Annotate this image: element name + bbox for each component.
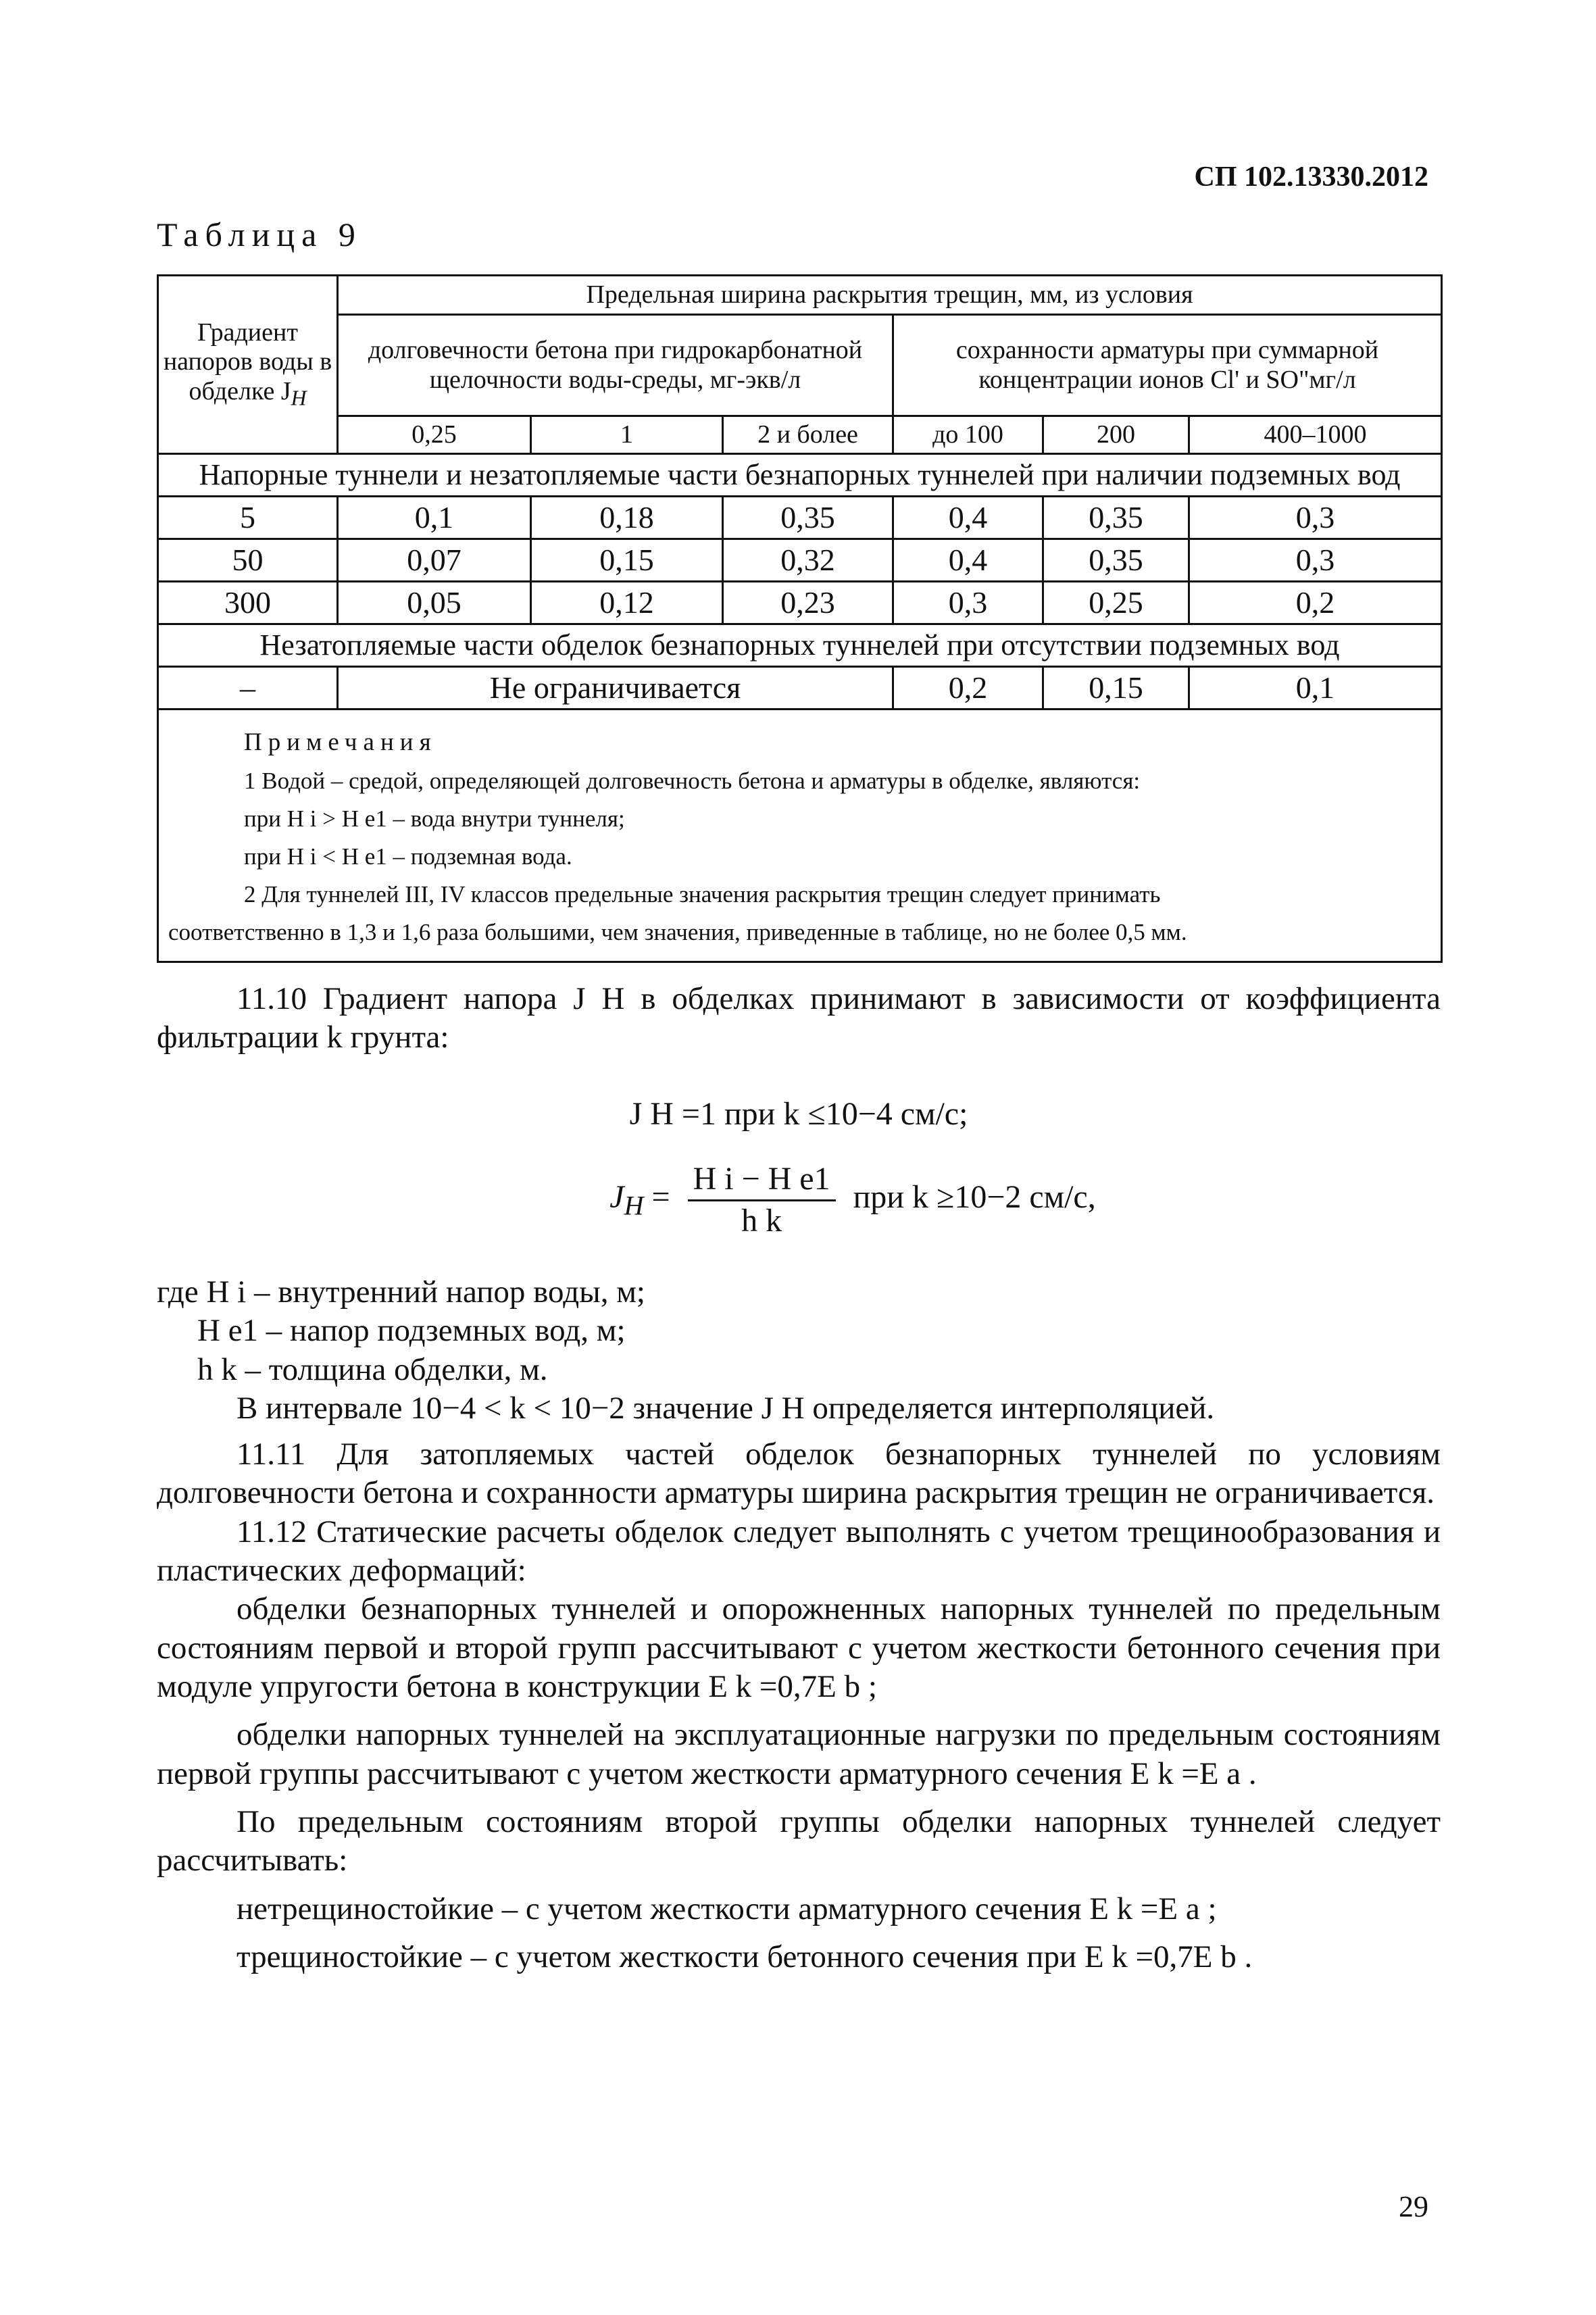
note-1b: при H i < H e1 – подземная вода. [244,843,572,870]
def-hi: где H i – внутренний напор воды, м; [157,1274,645,1310]
table-notes [158,710,1442,962]
cell: 0,1 [1189,667,1442,710]
note-2-line2: соответственно в 1,3 и 1,6 раза большими, чем значения, приведенные в таблице, но не более 0,5 мм. [168,919,1187,946]
cell: 0,3 [1189,539,1442,582]
formula-2-condition: при k ≥10−2 см/с, [853,1179,1096,1216]
gradient-header-sub: H [291,386,307,410]
formula-1 [157,1095,1441,1135]
cell-not-limited: Не ограничивается [338,667,893,710]
page-number: 29 [1399,2190,1428,2223]
interval-text: В интервале 10−4 < k < 10−2 значение J H определяется интерполяцией. [236,1390,1215,1426]
note-1a: при H i > H e1 – вода внутри туннеля; [244,805,625,832]
value-header: 200 [1043,416,1189,454]
table-title: Таблица 9 [157,216,362,253]
table-row [158,582,1442,624]
paragraph-a: обделки безнапорных туннелей и опорожненных напорных туннелей по предельным состояниям первой и второй групп рассчитывают с учетом жесткости бетонного сечения при модуле упругости бетона в конструкции E k =0,7E b ; [157,1591,1441,1704]
paragraph-b: обделки напорных туннелей на эксплуатационные нагрузки по предельным состояниям первой группы рассчитывают с учетом жесткости арматурного сечения E k =E a . [157,1717,1441,1791]
paragraph-d: нетрещиностойкие – с учетом жесткости арматурного сечения E k =E a ; [236,1891,1217,1926]
paragraph-11-10: 11.10 Градиент напора J H в обделках принимают в зависимости от коэффициента фильтрации k грунта: [157,981,1441,1055]
cell: 0,32 [723,539,893,582]
cell: 0,05 [338,582,531,624]
cell: 0,4 [893,497,1043,539]
definitions [157,1273,1441,1428]
cell: 0,25 [1043,582,1189,624]
paragraph-11-11: 11.11 Для затопляемых частей обделок безнапорных туннелей по условиям долговечности бетона и сохранности арматуры ширина раскрытия трещин не ограничивается. [157,1437,1441,1511]
formula-2: $J_H$ = $\frac{\text{H i − H e1}}{\text{h k}}$ при k ≥10−2 см/с, [157,1160,1441,1241]
cell: 0,2 [893,667,1043,710]
cell: 0,2 [1189,582,1442,624]
group-header: Предельная ширина раскрытия трещин, мм, из условия [338,276,1442,315]
formula-1-text: J H =1 при k ≤10−4 см/с; [629,1096,968,1132]
durability-header: долговечности бетона при гидрокарбонатной щелочности воды-среды, мг-экв/л [338,315,893,416]
paragraph-e: трещиностойкие – с учетом жесткости бетонного сечения при E k =0,7E b . [236,1939,1253,1974]
table-9 [157,274,1441,946]
cell: 0,15 [531,539,723,582]
cell: 0,3 [1189,497,1442,539]
cell: 0,18 [531,497,723,539]
cell: 300 [158,582,338,624]
note-2-line1: 2 Для туннелей III, IV классов предельные значения раскрытия трещин следует принимать [244,881,1161,908]
value-header: 2 и более [723,416,893,454]
cell: 0,35 [723,497,893,539]
document-code: СП 102.13330.2012 [1194,161,1428,193]
table-row [158,539,1442,582]
cell: 0,07 [338,539,531,582]
table-row [158,667,1442,710]
gradient-header-text: Градиент напоров воды в обделке J [163,318,332,406]
cell: 0,35 [1043,539,1189,582]
value-header: 400–1000 [1189,416,1442,454]
cell: 0,35 [1043,497,1189,539]
sections-11-11-12 [157,1435,1441,1976]
fraction-numerator: H i − H e1 [688,1160,836,1201]
cell: 5 [158,497,338,539]
section-11-10 [157,980,1441,1057]
cell: – [158,667,338,710]
cell: 50 [158,539,338,582]
value-header: до 100 [893,416,1043,454]
def-hk: h k – толщина обделки, м. [197,1351,548,1387]
section-pressure-tunnels: Напорные туннели и незатопляемые части безнапорных туннелей при наличии подземных вод [158,454,1442,497]
fraction-denominator: h k [741,1202,782,1239]
cell: 0,1 [338,497,531,539]
paragraph-11-12: 11.12 Статические расчеты обделок следует выполнять с учетом трещинообразования и пластических деформаций: [157,1514,1441,1588]
cell: 0,4 [893,539,1043,582]
def-he: H e1 – напор подземных вод, м; [197,1313,626,1349]
value-header: 0,25 [338,416,531,454]
section-non-pressure-tunnels: Незатопляемые части обделок безнапорных туннелей при отсутствии подземных вод [158,624,1442,667]
notes-title: Примечания [244,728,437,756]
cell: 0,3 [893,582,1043,624]
note-1: 1 Водой – средой, определяющей долговечность бетона и арматуры в обделке, являются: [244,768,1141,795]
cell: 0,23 [723,582,893,624]
value-header: 1 [531,416,723,454]
gradient-column-header [158,276,338,454]
table-row [158,497,1442,539]
reinforcement-header: сохранности арматуры при суммарной концентрации ионов Cl' и SO"мг/л [893,315,1442,416]
fraction [688,1160,836,1241]
paragraph-c: По предельным состояниям второй группы обделки напорных туннелей следует рассчитывать: [157,1803,1441,1878]
cell: 0,12 [531,582,723,624]
cell: 0,15 [1043,667,1189,710]
